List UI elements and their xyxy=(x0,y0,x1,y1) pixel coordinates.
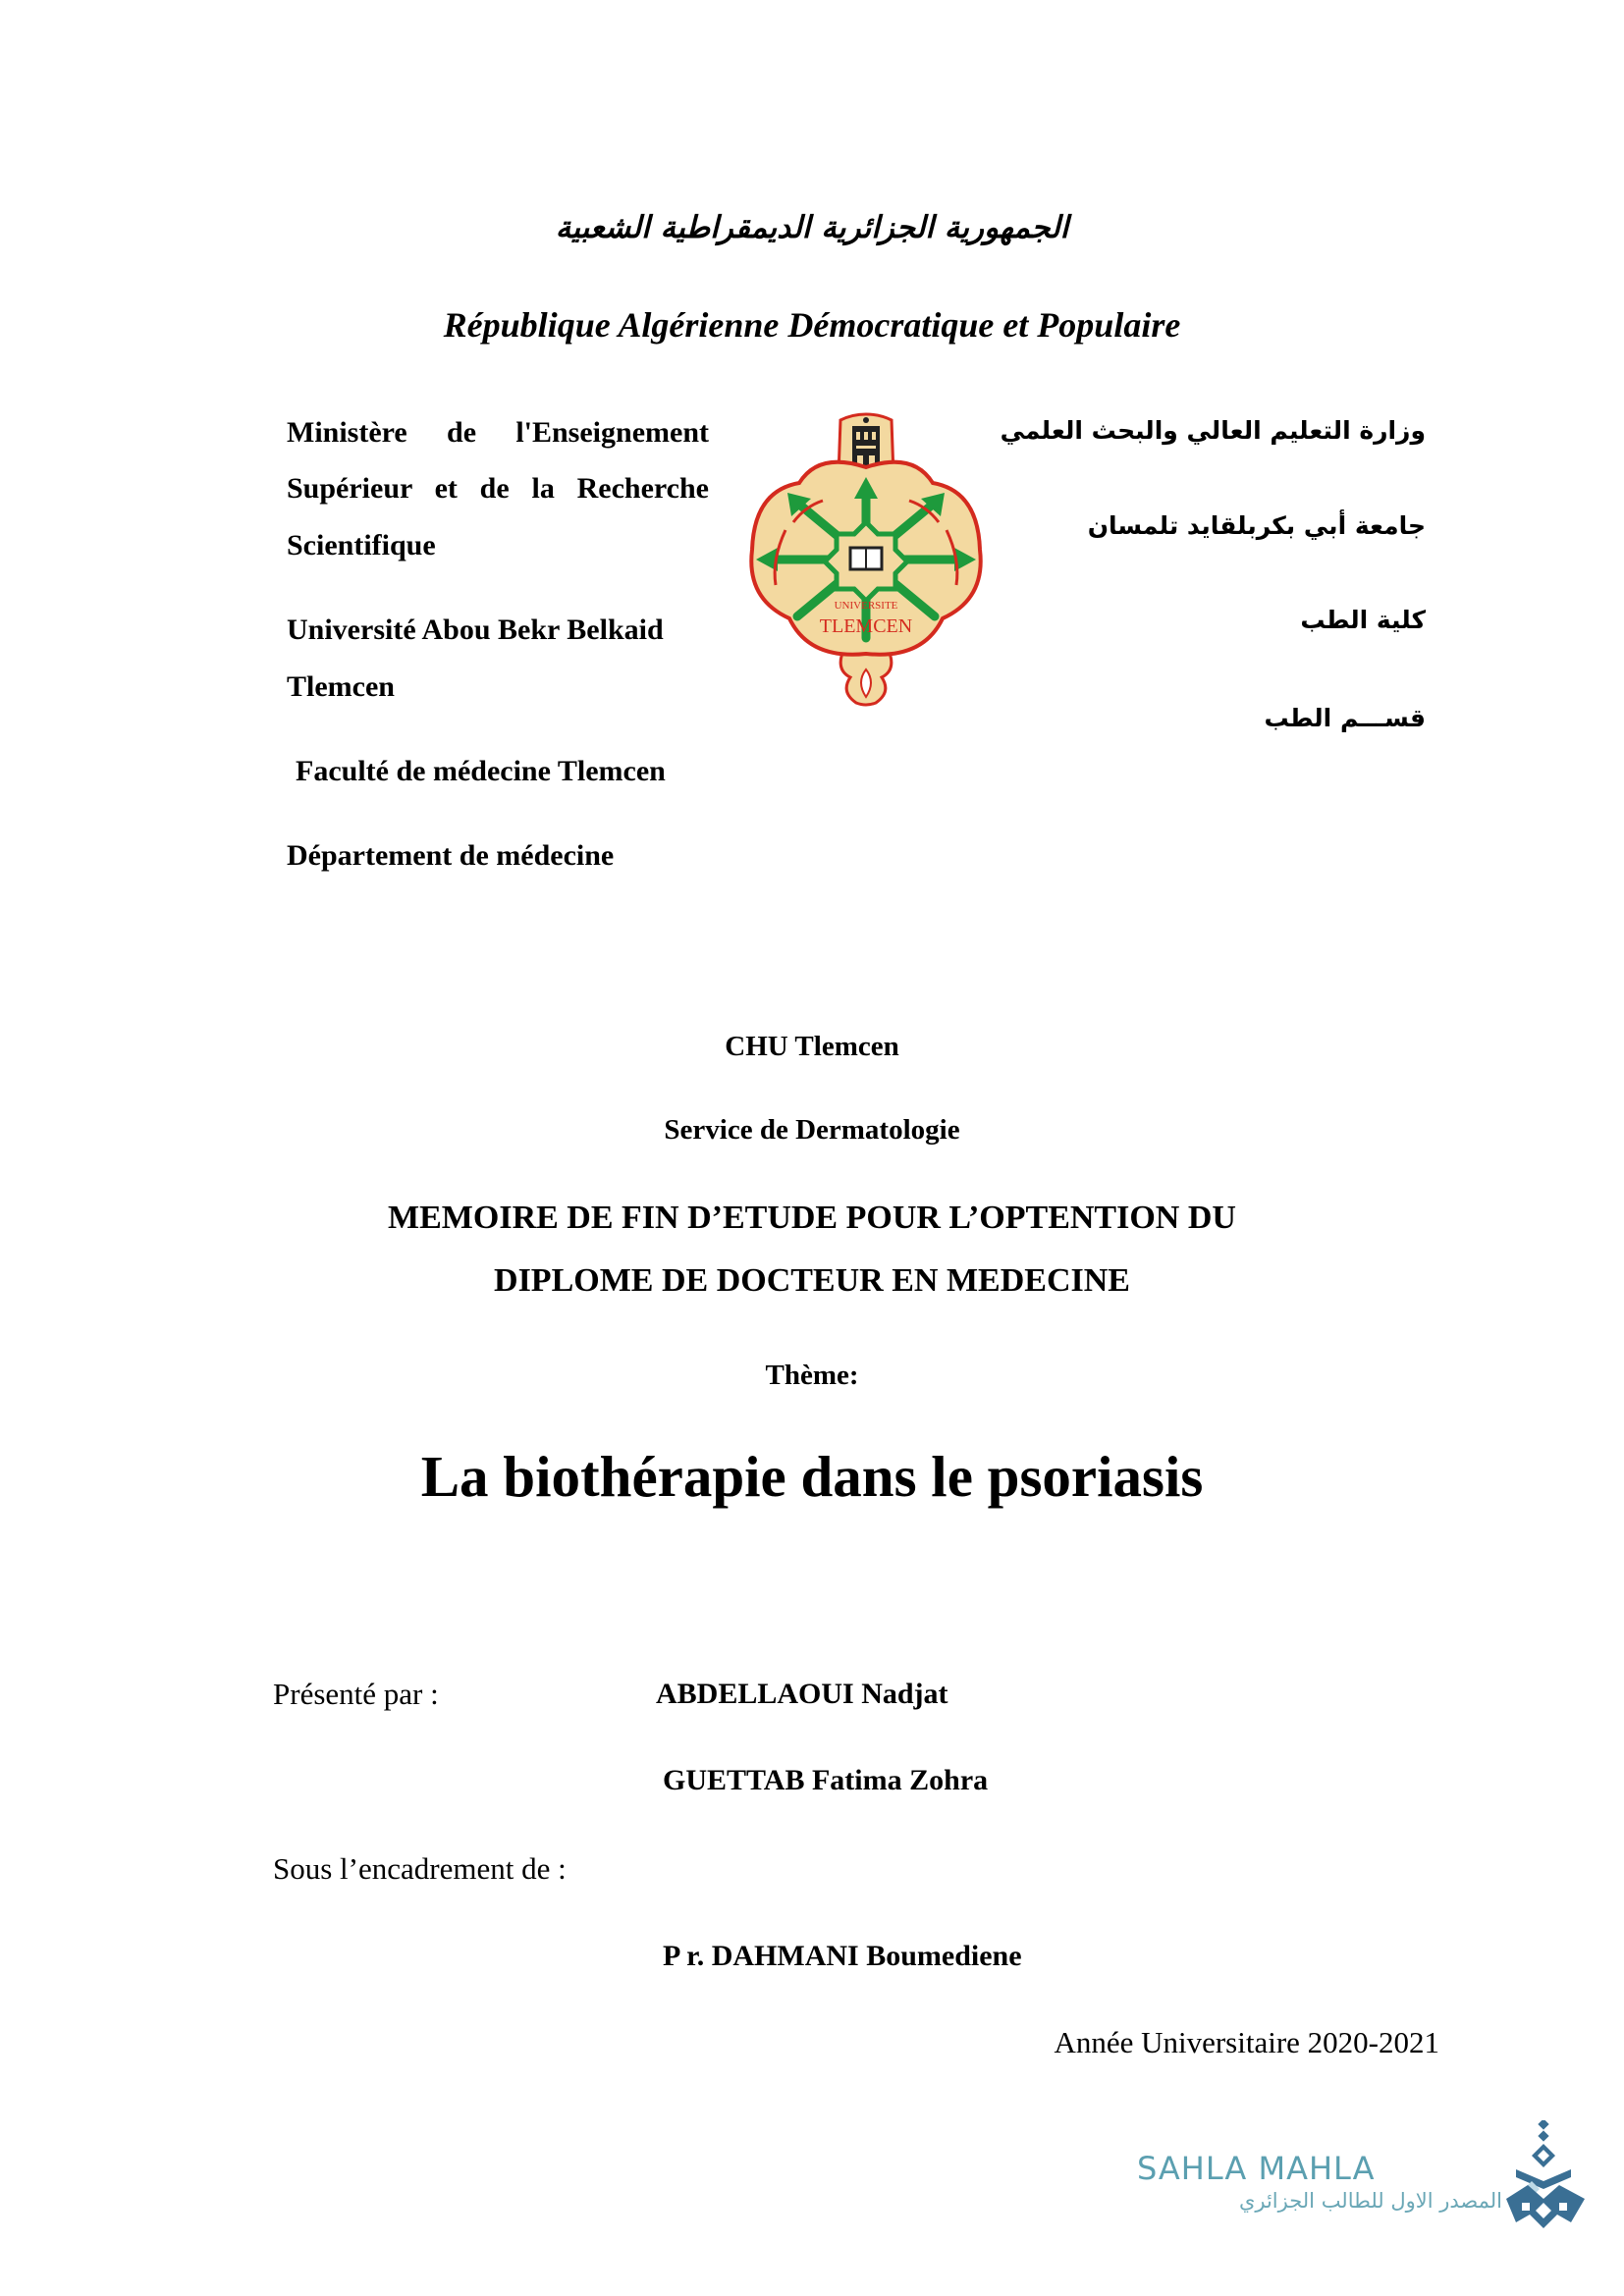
ministry-line-2: Supérieur et de la Recherche xyxy=(287,472,709,505)
thesis-title: La biothérapie dans le psoriasis xyxy=(420,1444,1204,1509)
supervision-label: Sous l’encadrement de : xyxy=(273,1851,567,1886)
academic-year: Année Universitaire 2020-2021 xyxy=(1054,2025,1439,2059)
svg-text:TLEMCEN: TLEMCEN xyxy=(819,615,913,637)
supervisor-name: P r. DAHMANI Boumediene xyxy=(663,1940,1022,1972)
author-2: GUETTAB Fatima Zohra xyxy=(663,1764,989,1796)
hospital-name: CHU Tlemcen xyxy=(725,1031,899,1062)
department-arabic: قســـم الطب xyxy=(1264,704,1426,732)
sahla-mahla-logo-icon xyxy=(1502,2120,1591,2230)
university-arabic: جامعة أبي بكربلقايد تلمسان xyxy=(1087,511,1426,540)
watermark-brand: SAHLA MAHLA xyxy=(1137,2150,1376,2187)
university-logo xyxy=(746,412,986,707)
arabic-republic-heading: الجمهورية الجزائرية الديمقراطية الشعبية xyxy=(555,210,1069,245)
presented-by-label: Présenté par : xyxy=(273,1677,439,1711)
ministry-line-3: Scientifique xyxy=(287,529,436,561)
sahla-mahla-watermark xyxy=(1137,2110,1579,2228)
faculty-line: Faculté de médecine Tlemcen xyxy=(296,755,666,787)
watermark-tagline: المصدر الاول للطالب الجزائري xyxy=(1238,2189,1502,2213)
theme-label: Thème: xyxy=(765,1360,859,1391)
french-republic-heading: République Algérienne Démocratique et Populaire xyxy=(443,305,1181,345)
svg-text:UNIVERSITE: UNIVERSITE xyxy=(834,600,898,612)
university-line-2: Tlemcen xyxy=(287,670,395,703)
author-1: ABDELLAOUI Nadjat xyxy=(656,1678,948,1710)
faculty-arabic: كلية الطب xyxy=(1300,606,1426,634)
tlemcen-university-emblem-icon xyxy=(746,412,986,707)
memoire-line-1: MEMOIRE DE FIN D’ETUDE POUR L’OPTENTION DU xyxy=(388,1200,1236,1236)
memoire-line-2: DIPLOME DE DOCTEUR EN MEDECINE xyxy=(494,1262,1130,1299)
ministry-arabic: وزارة التعليم العالي والبحث العلمي xyxy=(1000,416,1426,445)
service-name: Service de Dermatologie xyxy=(664,1114,960,1146)
university-line-1: Université Abou Bekr Belkaid xyxy=(287,614,664,646)
department-line: Département de médecine xyxy=(287,839,615,872)
ministry-line-1: Ministère de l'Enseignement xyxy=(287,416,709,449)
